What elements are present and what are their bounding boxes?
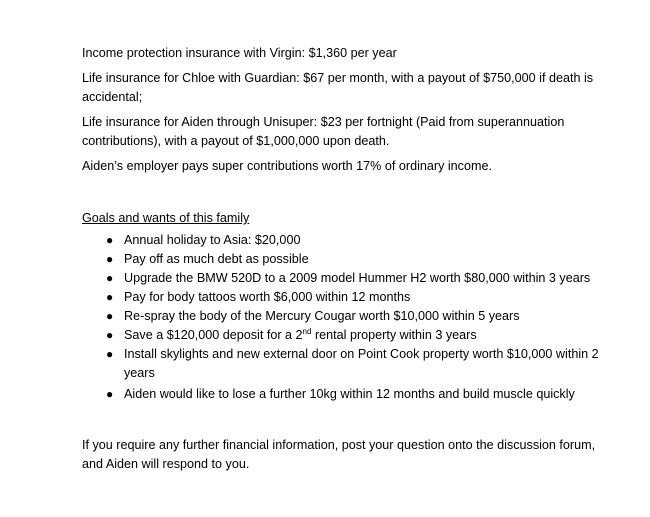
bullet-icon: ● (106, 347, 114, 361)
goal-item-text: Aiden would like to lose a further 10kg within 12 months and build muscle quickly (124, 387, 575, 401)
goal-item-text: Re-spray the body of the Mercury Cougar worth $10,000 within 5 years (124, 309, 520, 323)
goal-rental-prefix: Save a $120,000 deposit for a 2 (124, 328, 303, 342)
goal-item (82, 269, 612, 288)
bullet-icon: ● (106, 290, 114, 304)
goal-rental-suffix: rental property within 3 years (311, 328, 477, 342)
goal-item (82, 231, 612, 250)
goals-list (82, 231, 612, 404)
bullet-icon: ● (106, 233, 114, 247)
life-insurance-chloe-text: Life insurance for Chloe with Guardian: $67 per month, with a payout of $750,000 if death is accidental; (82, 71, 594, 104)
goal-item-text: Upgrade the BMW 520D to a 2009 model Hummer H2 worth $80,000 within 3 years (124, 271, 591, 285)
goal-rental-superscript: nd (302, 327, 312, 336)
bullet-icon: ● (106, 328, 114, 342)
income-protection-text: Income protection insurance with Virgin: $1,360 per year (82, 46, 397, 60)
goal-item-text: Install skylights and new external door on Point Cook property worth $10,000 within 2 years (124, 347, 599, 380)
goal-item (82, 385, 612, 404)
goal-item-text: Pay off as much debt as possible (124, 252, 309, 266)
bullet-icon: ● (106, 252, 114, 266)
bullet-icon: ● (106, 271, 114, 285)
goal-item (82, 345, 612, 383)
goal-item (82, 307, 612, 326)
goal-item (82, 288, 612, 307)
goal-item-rental (82, 326, 612, 345)
life-insurance-aiden-text: Life insurance for Aiden through Unisuper: $23 per fortnight (Paid from superannuation contributions), with a payout of $1,000,000 upon death. (82, 115, 565, 148)
goal-item (82, 250, 612, 269)
super-contributions-text: Aiden’s employer pays super contributions worth 17% of ordinary income. (82, 159, 492, 173)
goal-item-text: Annual holiday to Asia: $20,000 (124, 233, 301, 247)
goal-item-text: Pay for body tattoos worth $6,000 within 12 months (124, 290, 411, 304)
bullet-icon: ● (106, 387, 114, 401)
bullet-icon: ● (106, 309, 114, 323)
closing-text: If you require any further financial information, post your question onto the discussion forum, and Aiden will respond to you. (82, 438, 596, 471)
goals-heading: Goals and wants of this family (82, 211, 250, 225)
document-page (82, 44, 612, 480)
